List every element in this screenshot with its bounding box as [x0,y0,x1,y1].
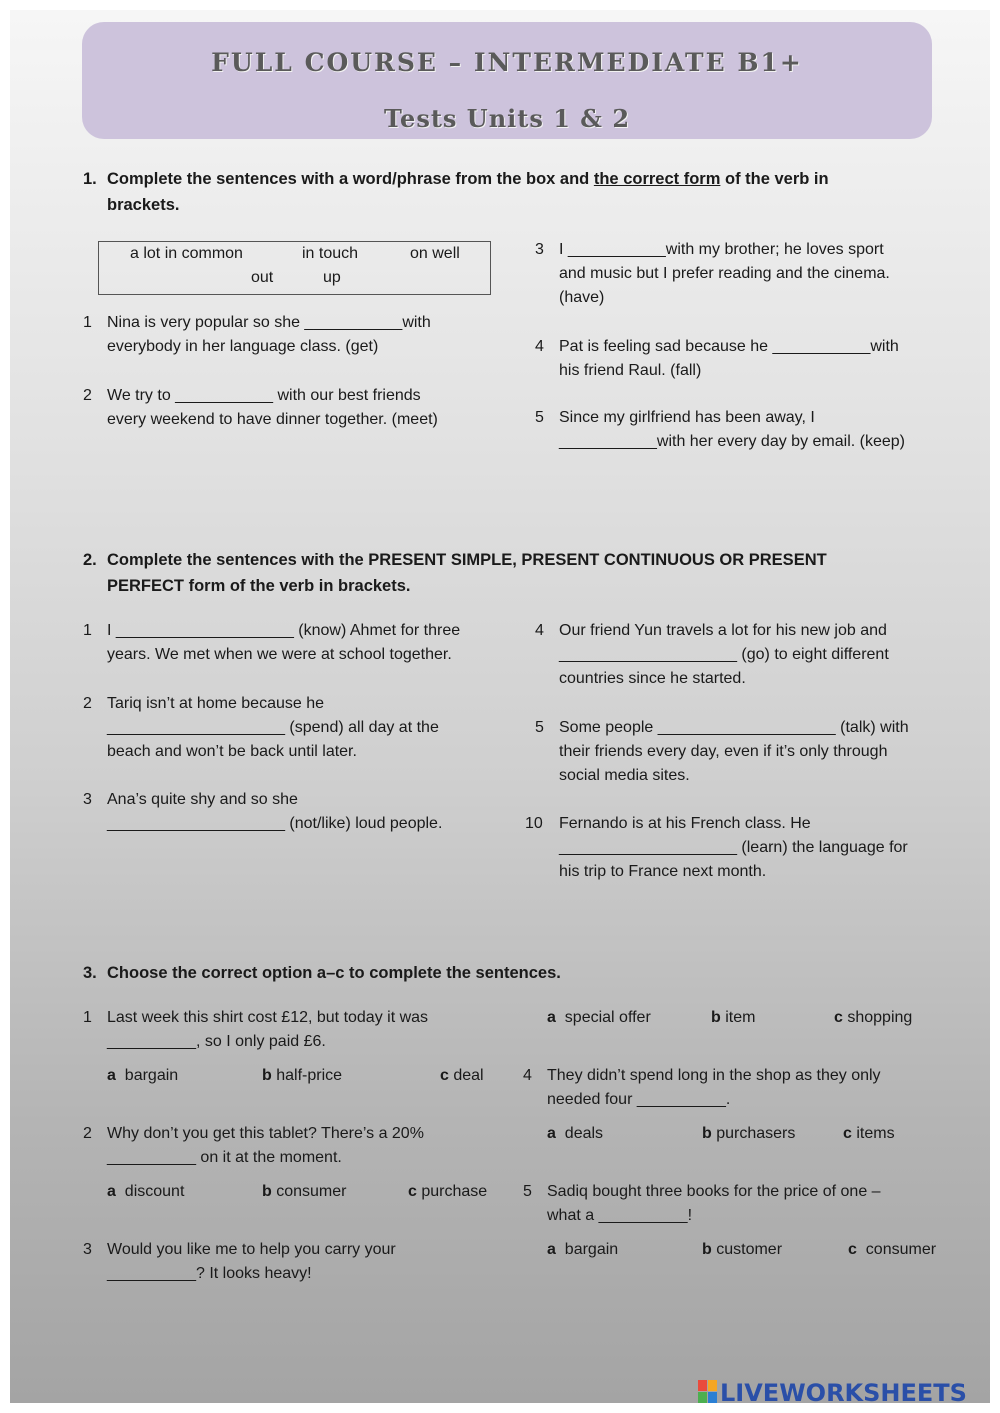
box-word: a lot in common [130,245,243,262]
box-word: in touch [302,245,359,262]
box-word: on well [410,245,460,262]
worksheet-page: FULL COURSE – INTERMEDIATE B1+ Tests Units 1 & 2 1. Complete the sentences with a word/phrase from the box and the correct form of the verb in brackets. a lot in common in touch on well out up 1 Nina is very popular so she ___________with everybody in her language class. (get) 2 We try to ___________ with our best friends every weekend to have dinner together. (meet) 3 I ___________with my brother; he loves sport and music but I prefer reading and the cinema. (have) 4 Pat is feeling sad because he ___________with his friend Raul. (fall) 5 Since my girlfriend has been away, I ___________with her every day by email. (keep) 2. Complete the sentences with the PRESENT SIMPLE, PRESENT CONTINUOUS OR PRESENT PERFECT form of the verb in brackets. 1 I ____________________ (know) Ahmet for three years. We met when we were at school together. 2 Tariq isn’t at home because he ____________________ (spend) all day at the beach and won’t be back until later. 3 Ana’s quite shy and so she ____________________ (not/like) loud people. 4 Our friend Yun travels a lot for his new job and ____________________ (go) to eight different countries since he started. 5 Some people ____________________ (talk) with their friends every day, even if it’s only through social media sites. 10 Fernando is at his French class. He ____________________ (learn) the language for his trip to France next month. 3. Choose the correct option a–c to complete the sentences. 1 Last week this shirt cost £12, but today it was __________, so I only paid £6. a bargain b half-price c deal 2 Why don’t you get this tablet? There’s a 20% __________ on it at the moment. a discount b consumer c purchase 3 Would you like me to help you carry your __________? It looks heavy! a special offer b item c shopping 4 They didn’t spend long in the shop as they only needed four __________. a deals b purchasers c items 5 Sadiq bought three books for the price of one – what a __________! a bargain b customer c consumer LIVEWORKSHEETS [10,10,990,1403]
option-c[interactable]: c shopping [834,1009,913,1026]
option-c[interactable]: c deal [440,1067,484,1084]
page-subtitle: Tests Units 1 & 2 [383,104,631,133]
option-b[interactable]: b item [711,1009,756,1026]
option-b[interactable]: b half-price [262,1067,343,1084]
option-a[interactable]: a bargain [107,1067,179,1084]
option-b[interactable]: b consumer [262,1183,347,1200]
box-word: out [251,269,274,286]
option-b[interactable]: b customer [702,1241,783,1258]
logo-text: LIVEWORKSHEETS [720,1379,967,1407]
word-box [98,241,491,295]
option-c[interactable]: c consumer [848,1241,937,1258]
option-a[interactable]: a special offer [547,1009,651,1026]
option-c[interactable]: c purchase [408,1183,488,1200]
logo-icon [698,1380,718,1404]
option-a[interactable]: a bargain [547,1241,619,1258]
option-b[interactable]: b purchasers [702,1125,796,1142]
option-a[interactable]: a discount [107,1183,185,1200]
page-title: FULL COURSE – INTERMEDIATE B1+ [211,48,803,77]
option-c[interactable]: c items [843,1125,895,1142]
option-a[interactable]: a deals [547,1125,604,1142]
box-word: up [323,269,341,286]
title-banner [82,22,932,139]
